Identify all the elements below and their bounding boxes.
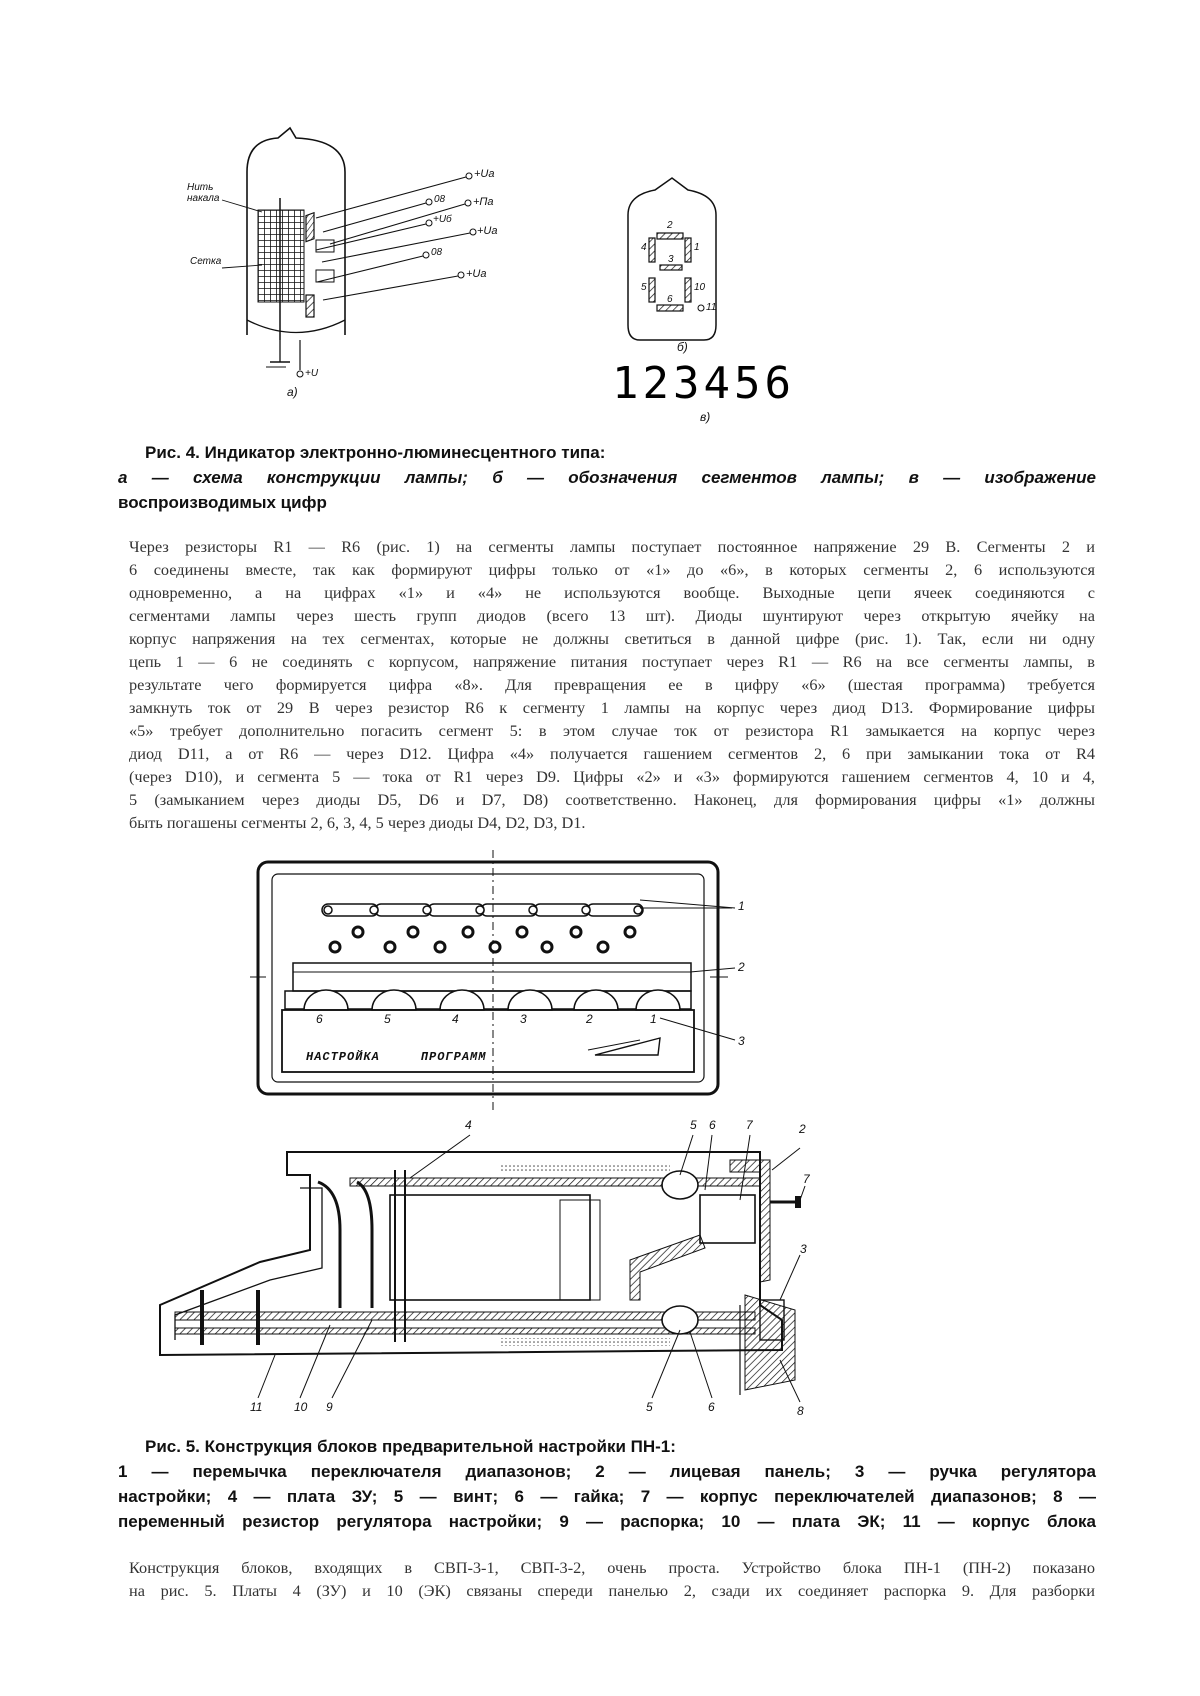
paragraph-1-line: цепь 1 — 6 не соединять с корпусом, напряжение питания поступает через R1 — R6 на все сегменты лампы, в (129, 652, 1095, 671)
paragraph-1-line: 6 соединены вместе, так как формируют цифры только от «1» до «6», в которых сегменты 2, 6 используются (129, 560, 1095, 579)
panel-a-label: а) (287, 385, 298, 399)
segment-number: 11 (706, 302, 717, 313)
segment-number: 1 (694, 242, 700, 253)
paragraph-1-line: быть погашены сегменты 2, 6, 3, 4, 5 через диоды D4, D2, D3, D1. (129, 813, 586, 832)
fig5-caption-line1: 1 — перемычка переключателя диапазонов; 2 — лицевая панель; 3 — ручка регулятора (118, 1462, 1096, 1481)
segment-number: 6 (667, 294, 673, 305)
paragraph-1-line: 5 (замыканием через диоды D5, D6 и D7, D8) соответственно. Наконец, для формирования цифры «1» должны (129, 790, 1095, 809)
section-callout: 7 (803, 1172, 810, 1186)
terminal-label-6: 08 (431, 247, 443, 258)
grid-label: Сетка (190, 256, 222, 267)
panel-v-label: в) (700, 410, 711, 424)
fig5-caption-line3: переменный резистор регулятора настройки; 9 — распорка; 10 — плата ЭК; 11 — корпус блока (118, 1512, 1096, 1531)
section-callout: 11 (250, 1400, 263, 1414)
terminal-label-3: +Пa (473, 196, 494, 208)
supply-label: +U (305, 368, 319, 379)
fig5-caption-line2: настройки; 4 — плата ЗУ; 5 — винт; 6 — гайка; 7 — корпус переключателей диапазонов; 8 — (118, 1487, 1096, 1506)
fig4v-digits (612, 358, 795, 409)
section-callout: 7 (746, 1118, 753, 1132)
callout-number: 1 (738, 899, 745, 913)
terminal-label-2: 08 (434, 194, 446, 205)
section-callout: 10 (294, 1400, 308, 1414)
section-callout: 5 (690, 1118, 697, 1132)
fig4-caption-title: Рис. 4. Индикатор электронно-люминесцентного типа: (145, 443, 606, 462)
digits-display: 123456 (612, 358, 795, 409)
knob-number: 1 (650, 1012, 657, 1026)
callout-number: 2 (738, 960, 745, 974)
section-callout: 6 (709, 1118, 716, 1132)
section-callout: 8 (797, 1404, 804, 1418)
paragraph-2-line: на рис. 5. Платы 4 (ЗУ) и 10 (ЭК) связаны спереди панелью 2, сзади их соединяет распорка 9. Для разборки (129, 1581, 1095, 1600)
section-callout: 5 (646, 1400, 653, 1414)
fig5-caption-title: Рис. 5. Конструкция блоков предварительной настройки ПН-1: (145, 1437, 676, 1456)
knob-number: 6 (316, 1012, 323, 1026)
section-callout: 2 (799, 1122, 806, 1136)
paragraph-2-line: Конструкция блоков, входящих в СВП-3-1, СВП-3-2, очень проста. Устройство блока ПН-1 (ПН-2) показано (129, 1558, 1095, 1577)
fig4-caption-line1: а — схема конструкции лампы; б — обозначения сегментов лампы; в — изображение (118, 468, 1096, 487)
knob-number: 2 (586, 1012, 593, 1026)
paragraph-1-line: Через резисторы R1 — R6 (рис. 1) на сегменты лампы поступает постоянное напряжение 29 В. Сегменты 2 и (129, 537, 1095, 556)
section-callout: 3 (800, 1242, 807, 1256)
segment-number: 10 (694, 282, 706, 293)
paragraph-1-line: диод D11, а от R6 — через D12. Цифра «4» получается гашением сегментов 2, 6 при замыкании тока от R4 (129, 744, 1095, 763)
knob-number: 4 (452, 1012, 459, 1026)
section-callout: 6 (708, 1400, 715, 1414)
terminal-label-7: +Uа (466, 268, 487, 280)
segment-number: 2 (667, 220, 673, 231)
section-callout: 9 (326, 1400, 333, 1414)
paragraph-1-line: корпус напряжения на тех сегментах, которые не должны светиться в данной цифре (рис. 1). Так, если ни одну (129, 629, 1095, 648)
section-callout: 4 (465, 1118, 472, 1132)
knob-number: 3 (520, 1012, 527, 1026)
terminal-label-5: +Uа (477, 225, 498, 237)
terminal-label-1: +Uа (474, 168, 495, 180)
paragraph-1-line: замкнуть ток от 29 В через резистор R6 к сегменту 1 лампы на корпус через диод D13. Формирование цифры (129, 698, 1095, 717)
segment-number: 5 (641, 282, 647, 293)
paragraph-1-line: «5» требует дополнительно погасить сегмент 5: в этом случае ток от резистора R1 замыкается на корпус через (129, 721, 1095, 740)
panel-b-label: б) (677, 340, 688, 354)
filament-label: Нить накала (187, 182, 220, 204)
paragraph-1-line: одновременно, а на цифрах «1» и «4» не используются вообще. Выходные цепи ячеек соединяются с (129, 583, 1095, 602)
fig4-caption-line2: воспроизводимых цифр (118, 493, 327, 512)
segment-number: 4 (641, 242, 647, 253)
panel-text: НАСТРОЙКА ПРОГРАММ (306, 1050, 487, 1064)
paragraph-1-line: результате чего формируется цифра «8». Для превращения ее в цифру «6» (шестая программа) требуется (129, 675, 1095, 694)
callout-number: 3 (738, 1034, 745, 1048)
segment-number: 3 (668, 254, 674, 265)
paragraph-1-line: сегментами лампы через шесть групп диодов (всего 13 шт). Диоды шунтируют через открытую ячейку на (129, 606, 1095, 625)
paragraph-1-line: (через D10), и сегмента 5 — тока от R1 через D9. Цифры «2» и «3» формируются гашением сегментов 4, 10 и 4, (129, 767, 1095, 786)
knob-number: 5 (384, 1012, 391, 1026)
terminal-label-4: +Uб (433, 214, 452, 225)
